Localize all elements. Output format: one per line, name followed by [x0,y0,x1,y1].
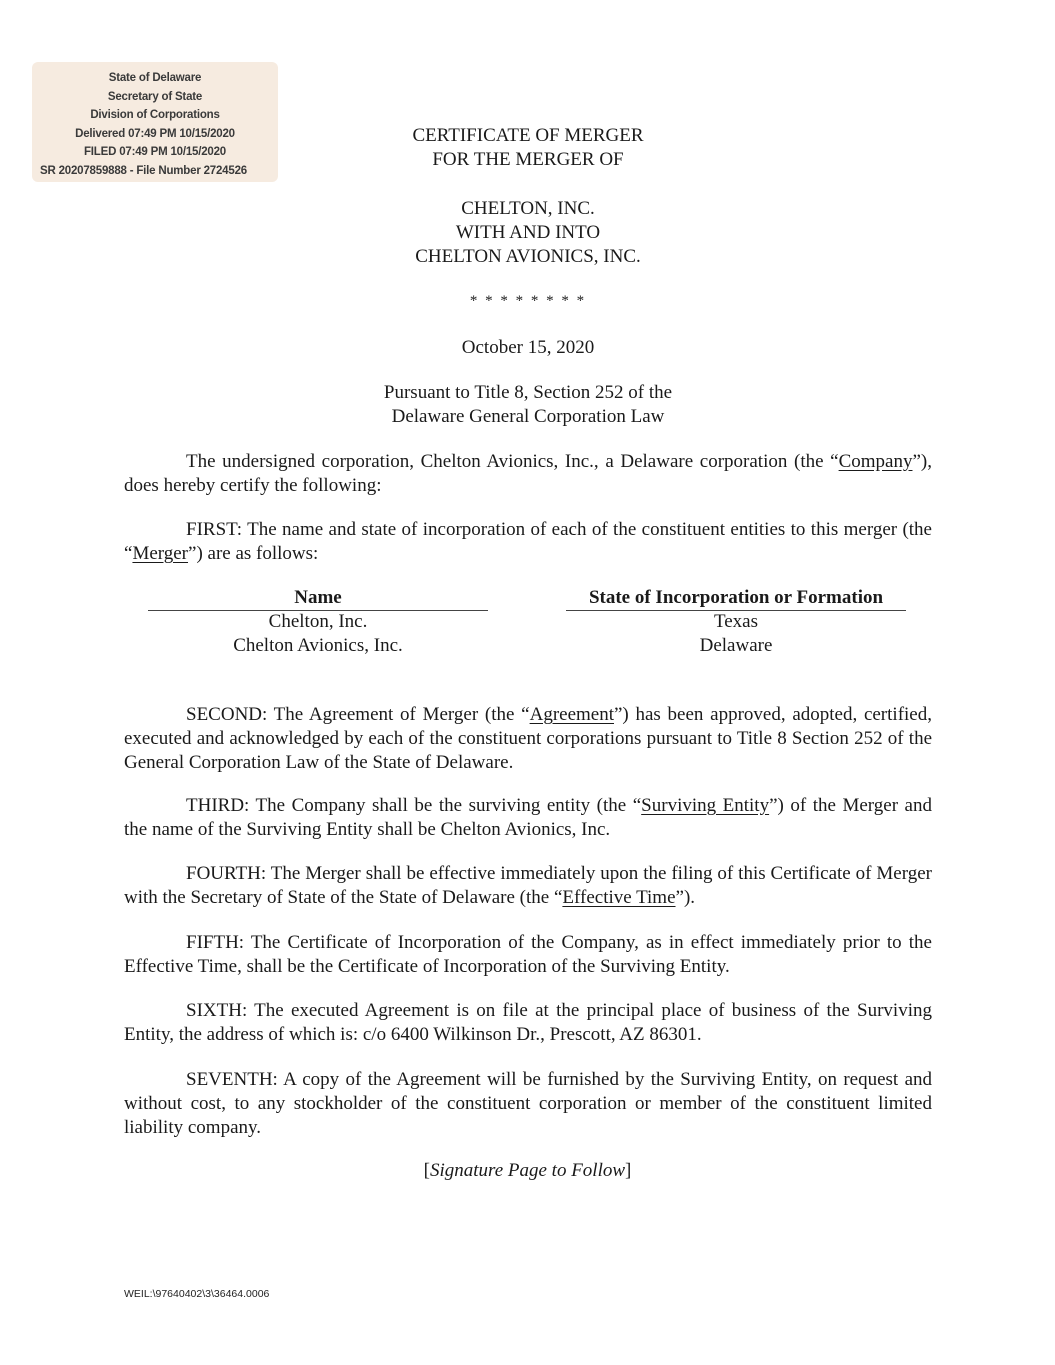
stamp-line: SR 20207859888 - File Number 2724526 [40,164,247,177]
defined-term-company: Company [838,451,913,472]
article-fifth: FIFTH: The Certificate of Incorporation of the Company, as in effect immediately prior to the Effective Time, shall be the Certificate of Incorporation of the Surviving Entity. [124,932,932,977]
defined-term-agreement: Agreement [529,704,614,725]
title-line-2: FOR THE MERGER OF [432,149,624,170]
stamp-line: Division of Corporations [90,109,220,121]
stamp-line: Delivered 07:49 PM 10/15/2020 [75,127,235,140]
article-sixth: SIXTH: The executed Agreement is on file at the principal place of business of the Surviving Entity, the address of which is: c/o 6400 Wilkinson Dr., Prescott, AZ 86301. [124,1000,932,1045]
stamp-line: State of Delaware [108,72,202,84]
title-line-1: CERTIFICATE OF MERGER [412,125,644,146]
article-third: THIRD: The Company shall be the surviving entity (the “Surviving Entity”) of the Merger and the name of the Surviving Entity shall be Chelton Avionics, Inc. [124,795,932,840]
intro-paragraph: The undersigned corporation, Chelton Avionics, Inc., a Delaware corporation (the “Company”), does hereby certify the following: [124,451,932,496]
separator-stars: * * * * * * * * [469,293,587,309]
stamp-line: FILED 07:49 PM 10/15/2020 [83,146,227,158]
article-second: SECOND: The Agreement of Merger (the “Agreement”) has been approved, adopted, certified, executed and acknowledged by each of the constituent corporations pursuant to Title 8 Section 252 of the General Corporation Law of the State of Delaware. [124,704,932,773]
table-cell-name: Chelton, Inc. [268,611,368,632]
column-header-name: Name [294,587,342,608]
signature-page-note: [Signature Page to Follow] [423,1160,632,1181]
article-first: FIRST: The name and state of incorporation of each of the constituent entities to this merger (the “Merger”) are as follows: [124,519,932,564]
with-and-into: WITH AND INTO [455,222,601,243]
table-cell-state: Texas [713,611,759,632]
article-fourth: FOURTH: The Merger shall be effective immediately upon the filing of this Certificate of Merger with the Secretary of State of the State of Delaware (the “Effective Time”). [124,863,932,908]
pursuant-line-1: Pursuant to Title 8, Section 252 of the [383,382,673,403]
column-header-state: State of Incorporation or Formation [588,587,884,608]
document-date: October 15, 2020 [461,337,595,358]
party-2: CHELTON AVIONICS, INC. [415,246,641,267]
merger-parties [358,197,698,269]
party-1: CHELTON, INC. [461,198,595,219]
defined-term-surviving-entity: Surviving Entity [641,795,770,816]
article-seventh: SEVENTH: A copy of the Agreement will be furnished by the Surviving Entity, on request and without cost, to any stockholder of the constituent corporation or member of the constituent limited liability company. [124,1069,932,1138]
document-title [358,124,698,172]
document-reference-footer: WEIL:\97640402\3\36464.0006 [124,1288,270,1300]
statutory-reference [358,381,698,429]
stamp-line: Secretary of State [107,90,203,103]
defined-term-merger: Merger [132,543,189,564]
table-cell-name: Chelton Avionics, Inc. [233,635,403,656]
defined-term-effective-time: Effective Time [562,887,676,908]
table-cell-state: Delaware [699,635,773,656]
pursuant-line-2: Delaware General Corporation Law [391,406,665,427]
filing-stamp [32,62,278,182]
